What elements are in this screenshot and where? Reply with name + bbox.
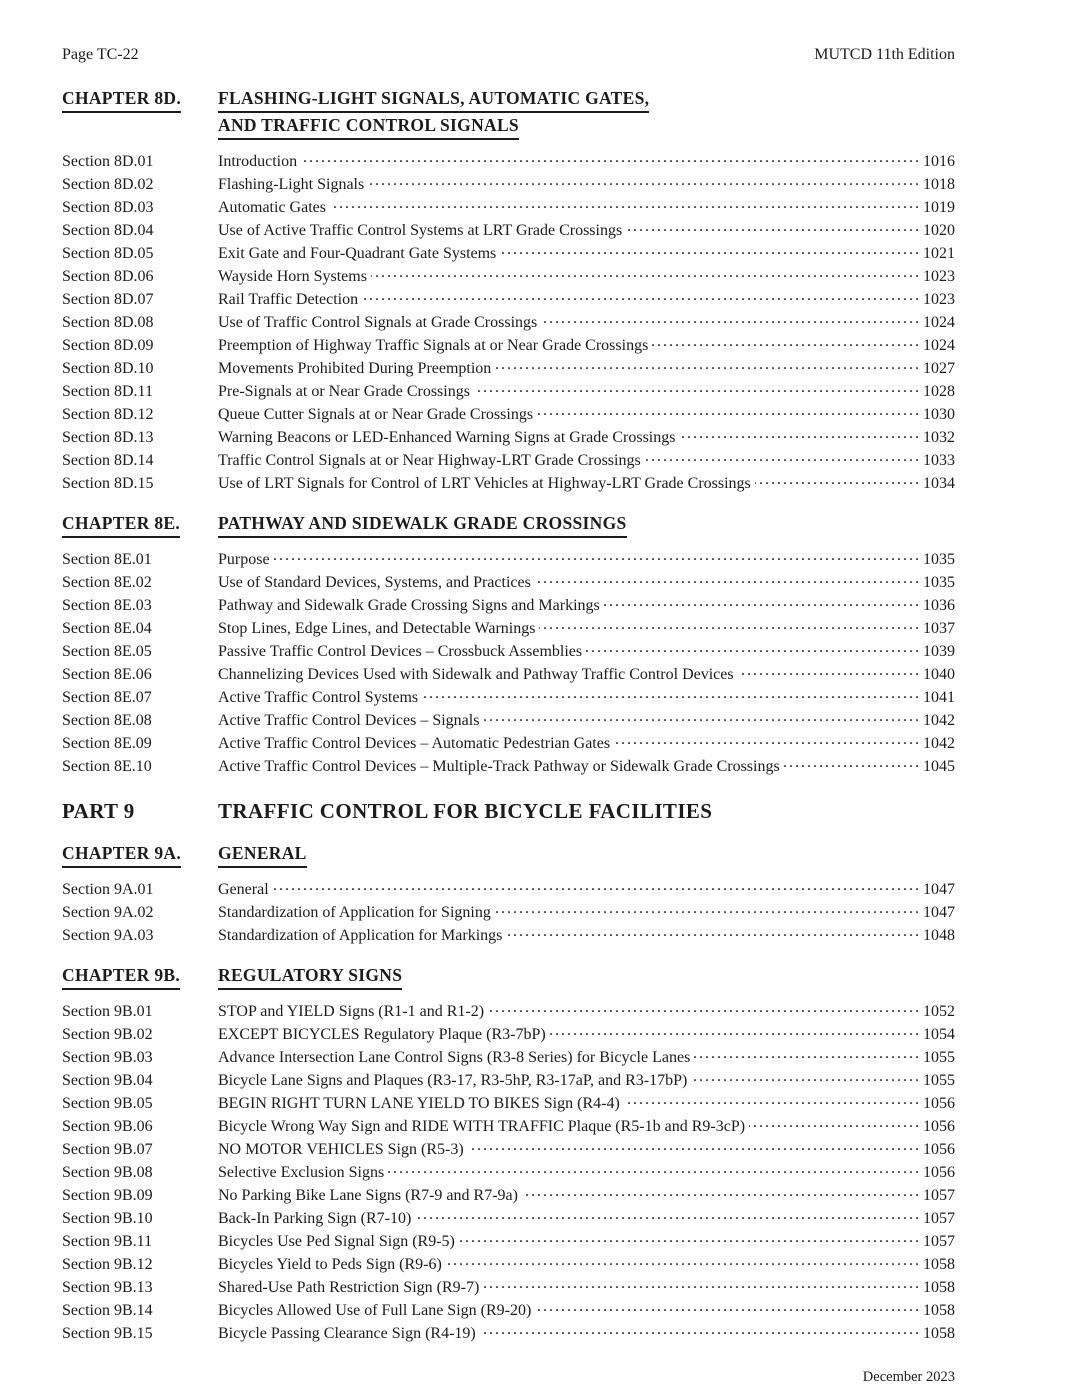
part-title [218,799,712,823]
chapter-title-line [218,841,307,868]
section-page-number: 1056 [923,1141,955,1158]
toc-entry-row [62,901,955,924]
section-page-number: 1058 [923,1256,955,1273]
chapter-title-text: AND TRAFFIC CONTROL SIGNALS [218,113,519,140]
section-page-number: 1057 [923,1233,955,1250]
dot-leader [274,548,918,571]
section-label: Section 9A.01 [62,881,154,898]
section-page-number: 1056 [923,1118,955,1135]
dot-leader [539,617,918,640]
dot-leader [388,1161,918,1184]
section-label: Section 9A.02 [62,904,154,921]
chapter-label-col [62,841,218,868]
toc-entry-row [62,1161,955,1184]
section-title: Use of Traffic Control Signals at Grade Crossings [218,314,538,331]
section-title: EXCEPT BICYCLES Regulatory Plaque (R3-7bP) [218,1026,546,1043]
page-header [62,46,955,64]
section-page-number: 1058 [923,1302,955,1319]
section-label: Section 8D.07 [62,291,154,308]
chapter-heading [62,841,955,868]
toc-entry-row [62,1023,955,1046]
dot-leader [301,150,918,173]
chapter-heading [62,511,955,538]
dot-leader [474,380,918,403]
chapter-title-col [218,841,307,868]
toc-entry-row [62,1115,955,1138]
page-footer [62,1369,955,1386]
section-title: Pre-Signals at or Near Grade Crossings [218,383,470,400]
toc-entry-row [62,548,955,571]
section-title: Introduction [218,153,298,170]
dot-leader [535,1299,918,1322]
section-page-number: 1058 [923,1279,955,1296]
toc-chapter-block [62,511,955,778]
toc-entry-row [62,449,955,472]
section-title: Standardization of Application for Markings [218,927,503,944]
section-label: Section 8D.04 [62,222,154,239]
section-label: Section 8D.12 [62,406,154,423]
toc-entry-row [62,265,955,288]
section-label: Section 9B.09 [62,1187,153,1204]
section-page-number: 1056 [923,1095,955,1112]
chapter-label-col [62,963,218,990]
dot-leader [679,426,918,449]
part-label: PART 9 [62,799,135,823]
section-page-number: 1048 [923,927,955,944]
section-label: Section 9B.02 [62,1026,153,1043]
section-label: Section 9B.08 [62,1164,153,1181]
dot-leader [480,1322,918,1345]
section-label: Section 8D.06 [62,268,154,285]
toc-entry-row [62,663,955,686]
section-title: Passive Traffic Control Devices – Crossbuck Assemblies [218,643,583,660]
section-title: Use of Standard Devices, Systems, and Practices [218,574,531,591]
section-page-number: 1037 [923,620,955,637]
section-title: Pathway and Sidewalk Grade Crossing Signs and Markings [218,597,600,614]
toc-chapter-block [62,963,955,1345]
section-label: Section 8E.06 [62,666,152,683]
section-label: Section 9B.11 [62,1233,153,1250]
edition-label: MUTCD 11th Edition [814,46,955,63]
section-label: Section 9B.12 [62,1256,153,1273]
section-page-number: 1052 [923,1003,955,1020]
toc-entry-row [62,334,955,357]
section-label: Section 8E.04 [62,620,152,637]
section-title: Movements Prohibited During Preemption [218,360,492,377]
toc-entry-row [62,617,955,640]
dot-leader [483,1276,918,1299]
footer-date: December 2023 [862,1369,955,1385]
section-label: Section 9B.14 [62,1302,153,1319]
section-label: Section 9B.15 [62,1325,153,1342]
section-page-number: 1023 [923,268,955,285]
section-label: Section 8D.14 [62,452,154,469]
section-title: NO MOTOR VEHICLES Sign (R5-3) [218,1141,464,1158]
section-page-number: 1035 [923,551,955,568]
toc-part-block [62,798,955,825]
section-page-number: 1041 [923,689,955,706]
chapter-section-list [62,1000,955,1345]
dot-leader [459,1230,918,1253]
section-label: Section 9B.01 [62,1003,153,1020]
section-title: General [218,881,269,898]
section-page-number: 1055 [923,1072,955,1089]
toc-entry-row [62,311,955,334]
section-page-number: 1036 [923,597,955,614]
section-label: Section 9B.04 [62,1072,153,1089]
dot-leader [749,1115,918,1138]
dot-leader [483,709,918,732]
dot-leader [422,686,918,709]
dot-leader [330,196,918,219]
section-title: STOP and YIELD Signs (R1-1 and R1-2) [218,1003,485,1020]
section-label: Section 8D.01 [62,153,154,170]
dot-leader [488,1000,918,1023]
section-title: Purpose [218,551,270,568]
section-title: Preemption of Highway Traffic Signals at or Near Grade Crossings [218,337,649,354]
section-title: Shared-Use Path Restriction Sign (R9-7) [218,1279,480,1296]
dot-leader [535,571,918,594]
section-title: Use of Active Traffic Control Systems at LRT Grade Crossings [218,222,623,239]
section-page-number: 1028 [923,383,955,400]
chapter-heading [62,963,955,990]
section-label: Section 8E.09 [62,735,152,752]
toc-entry-row [62,924,955,947]
dot-leader [446,1253,918,1276]
toc-entry-row [62,1230,955,1253]
toc-entry-row [62,1069,955,1092]
chapter-label: CHAPTER 8D. [62,86,181,113]
section-title: Automatic Gates [218,199,326,216]
toc-entry-row [62,288,955,311]
dot-leader [537,403,918,426]
section-title: Bicycles Yield to Peds Sign (R9-6) [218,1256,442,1273]
section-page-number: 1056 [923,1164,955,1181]
section-page-number: 1045 [923,758,955,775]
section-title: Wayside Horn Systems [218,268,367,285]
dot-leader [645,449,918,472]
toc-entry-row [62,426,955,449]
dot-leader [784,755,918,778]
chapter-title-text: GENERAL [218,841,307,868]
toc-entry-row [62,173,955,196]
chapter-label: CHAPTER 9B. [62,963,180,990]
toc-entry-row [62,1092,955,1115]
section-page-number: 1054 [923,1026,955,1043]
toc-entry-row [62,357,955,380]
section-title: Rail Traffic Detection [218,291,359,308]
section-title: BEGIN RIGHT TURN LANE YIELD TO BIKES Sign (R4-4) [218,1095,620,1112]
section-title: Queue Cutter Signals at or Near Grade Crossings [218,406,534,423]
section-title: Channelizing Devices Used with Sidewalk and Pathway Traffic Control Devices [218,666,734,683]
section-title: Back-In Parking Sign (R7-10) [218,1210,412,1227]
dot-leader [614,732,918,755]
section-label: Section 8E.01 [62,551,152,568]
section-label: Section 8D.02 [62,176,154,193]
section-label: Section 9B.10 [62,1210,153,1227]
section-label: Section 8D.15 [62,475,154,492]
section-label: Section 9B.05 [62,1095,153,1112]
section-page-number: 1035 [923,574,955,591]
toc-entry-row [62,196,955,219]
toc-entry-row [62,1000,955,1023]
section-page-number: 1019 [923,199,955,216]
toc-entry-row [62,1322,955,1345]
dot-leader [550,1023,918,1046]
toc-entry-row [62,219,955,242]
chapter-title-col [218,963,402,990]
chapter-heading [62,86,955,140]
section-label: Section 9B.03 [62,1049,153,1066]
section-page-number: 1032 [923,429,955,446]
section-title: Bicycles Use Ped Signal Sign (R9-5) [218,1233,455,1250]
section-label: Section 8E.08 [62,712,152,729]
toc-entry-row [62,1299,955,1322]
toc-entry-row [62,150,955,173]
section-label: Section 8D.03 [62,199,154,216]
section-page-number: 1042 [923,735,955,752]
dot-leader [738,663,918,686]
section-page-number: 1020 [923,222,955,239]
chapter-title-text: PATHWAY AND SIDEWALK GRADE CROSSINGS [218,511,627,538]
toc-entry-row [62,1046,955,1069]
section-label: Section 8D.13 [62,429,154,446]
chapter-title-line [218,86,649,113]
section-page-number: 1018 [923,176,955,193]
chapter-label-col [62,86,218,113]
section-title: Bicycle Passing Clearance Sign (R4-19) [218,1325,476,1342]
section-title: Flashing-Light Signals [218,176,365,193]
section-page-number: 1047 [923,881,955,898]
section-page-number: 1047 [923,904,955,921]
section-page-number: 1027 [923,360,955,377]
section-title: Traffic Control Signals at or Near Highway-LRT Grade Crossings [218,452,641,469]
dot-leader [506,924,918,947]
page-number-label: Page TC-22 [62,46,139,63]
dot-leader [495,901,918,924]
dot-leader [500,242,918,265]
dot-leader [694,1046,918,1069]
toc-entry-row [62,1207,955,1230]
section-title: Bicycles Allowed Use of Full Lane Sign (R9-20) [218,1302,532,1319]
chapter-title-line [218,113,649,140]
chapter-title-text: REGULATORY SIGNS [218,963,402,990]
dot-leader [604,594,918,617]
toc-entry-row [62,571,955,594]
section-label: Section 8D.08 [62,314,154,331]
toc-entry-row [62,472,955,495]
section-page-number: 1024 [923,314,955,331]
toc-entry-row [62,686,955,709]
section-label: Section 8E.10 [62,758,152,775]
dot-leader [273,878,918,901]
section-title: Bicycle Wrong Way Sign and RIDE WITH TRAFFIC Plaque (R5-1b and R9-3cP) [218,1118,746,1135]
section-title: No Parking Bike Lane Signs (R7-9 and R7-9a) [218,1187,518,1204]
dot-leader [541,311,918,334]
toc-entry-row [62,709,955,732]
dot-leader [468,1138,918,1161]
toc-entry-row [62,403,955,426]
section-page-number: 1016 [923,153,955,170]
section-page-number: 1030 [923,406,955,423]
chapter-title-line [218,511,627,538]
section-page-number: 1040 [923,666,955,683]
toc-chapter-block [62,841,955,947]
dot-leader [755,472,918,495]
chapter-title-col [218,511,627,538]
chapter-label-col [62,511,218,538]
part-heading [62,798,955,825]
chapter-title-line [218,963,402,990]
toc-entry-row [62,732,955,755]
section-title: Use of LRT Signals for Control of LRT Vehicles at Highway-LRT Grade Crossings [218,475,751,492]
section-page-number: 1058 [923,1325,955,1342]
section-label: Section 8D.10 [62,360,154,377]
section-label: Section 9A.03 [62,927,154,944]
section-title: Selective Exclusion Signs [218,1164,385,1181]
section-label: Section 8D.09 [62,337,154,354]
section-page-number: 1034 [923,475,955,492]
toc-entry-row [62,594,955,617]
section-page-number: 1023 [923,291,955,308]
section-label: Section 8D.11 [62,383,153,400]
toc-entry-row [62,1184,955,1207]
toc-entry-row [62,380,955,403]
chapter-section-list [62,878,955,947]
section-title: Standardization of Application for Signing [218,904,491,921]
chapter-section-list [62,548,955,778]
chapter-title-text: FLASHING-LIGHT SIGNALS, AUTOMATIC GATES, [218,86,649,113]
section-page-number: 1055 [923,1049,955,1066]
toc-entry-row [62,1138,955,1161]
section-page-number: 1057 [923,1187,955,1204]
section-label: Section 9B.07 [62,1141,153,1158]
section-label: Section 8E.03 [62,597,152,614]
section-title: Warning Beacons or LED-Enhanced Warning Signs at Grade Crossings [218,429,676,446]
section-title: Advance Intersection Lane Control Signs (R3-8 Series) for Bicycle Lanes [218,1049,691,1066]
dot-leader [624,1092,918,1115]
section-title: Active Traffic Control Devices – Signals [218,712,480,729]
section-page-number: 1021 [923,245,955,262]
section-title: Active Traffic Control Devices – Multiple-Track Pathway or Sidewalk Grade Crossings [218,758,780,775]
section-label: Section 9B.06 [62,1118,153,1135]
toc-entry-row [62,1276,955,1299]
toc-entry-row [62,755,955,778]
toc-entry-row [62,242,955,265]
section-label: Section 8D.05 [62,245,154,262]
dot-leader [522,1184,918,1207]
section-label: Section 8E.05 [62,643,152,660]
dot-leader [691,1069,918,1092]
section-page-number: 1039 [923,643,955,660]
section-page-number: 1042 [923,712,955,729]
part-title-line: TRAFFIC CONTROL FOR BICYCLE FACILITIES [218,799,713,823]
section-label: Section 8E.07 [62,689,152,706]
section-label: Section 8E.02 [62,574,152,591]
section-title: Bicycle Lane Signs and Plaques (R3-17, R3-5hP, R3-17aP, and R3-17bP) [218,1072,688,1089]
toc-entry-row [62,1253,955,1276]
dot-leader [415,1207,918,1230]
chapter-title-col [218,86,649,140]
dot-leader [652,334,918,357]
section-title: Exit Gate and Four-Quadrant Gate Systems [218,245,497,262]
section-title: Stop Lines, Edge Lines, and Detectable Warnings [218,620,536,637]
dot-leader [626,219,918,242]
dot-leader [368,173,918,196]
chapter-label: CHAPTER 8E. [62,511,180,538]
section-page-number: 1024 [923,337,955,354]
dot-leader [362,288,918,311]
dot-leader [371,265,918,288]
section-page-number: 1057 [923,1210,955,1227]
dot-leader [586,640,918,663]
dot-leader [495,357,918,380]
section-label: Section 9B.13 [62,1279,153,1296]
chapter-label: CHAPTER 9A. [62,841,181,868]
toc-entry-row [62,878,955,901]
section-title: Active Traffic Control Devices – Automatic Pedestrian Gates [218,735,611,752]
chapter-section-list [62,150,955,495]
section-page-number: 1033 [923,452,955,469]
toc-chapter-block [62,86,955,495]
toc-entry-row [62,640,955,663]
table-of-contents [62,86,955,1345]
section-title: Active Traffic Control Systems [218,689,419,706]
